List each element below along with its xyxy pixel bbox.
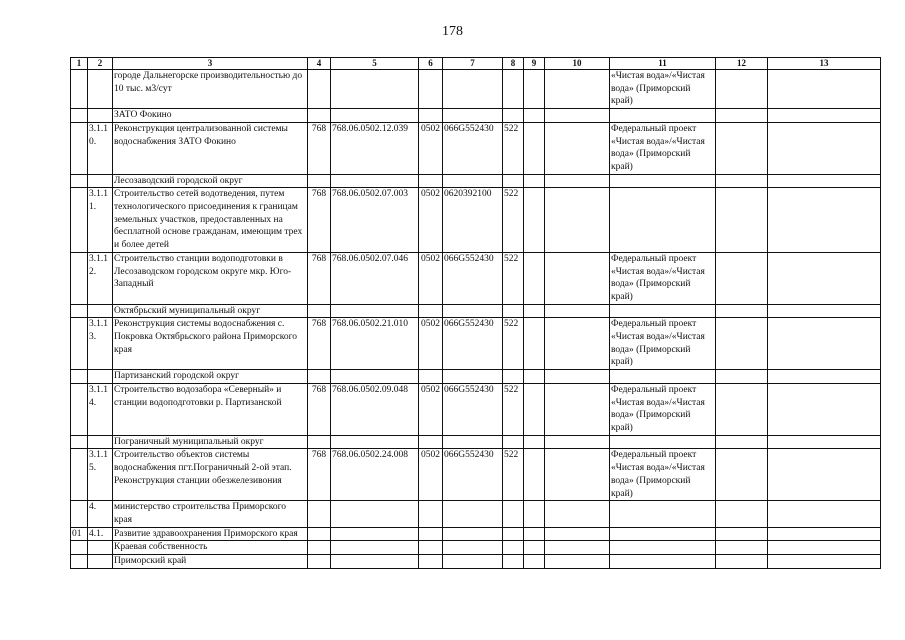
table-cell — [88, 70, 113, 109]
table-cell — [610, 109, 716, 123]
table-cell — [419, 70, 443, 109]
table-cell: Пограничный муниципальный округ — [113, 435, 308, 449]
table-cell — [524, 252, 545, 304]
table-cell: 768.06.0502.07.003 — [331, 188, 419, 253]
column-header: 10 — [545, 58, 610, 70]
table-cell: 768.06.0502.12.039 — [331, 122, 419, 174]
table-cell: ЗАТО Фокино — [113, 109, 308, 123]
section-row — [71, 304, 881, 318]
table-cell: 3.1.14. — [88, 383, 113, 435]
table-cell: 768 — [308, 318, 331, 370]
table-cell — [331, 304, 419, 318]
table-cell — [545, 304, 610, 318]
table-cell — [503, 70, 524, 109]
table-cell: Краевая собственность — [113, 541, 308, 555]
table-cell — [768, 109, 881, 123]
table-cell — [419, 435, 443, 449]
table-cell — [524, 188, 545, 253]
table-cell: Федеральный проект «Чистая вода»/«Чистая вода» (Приморский край) — [610, 449, 716, 501]
table-cell — [71, 541, 88, 555]
table-cell — [443, 370, 503, 384]
table-cell — [331, 555, 419, 569]
column-header: 6 — [419, 58, 443, 70]
table-cell — [88, 174, 113, 188]
table-cell — [308, 70, 331, 109]
table-cell — [308, 541, 331, 555]
table-cell — [503, 527, 524, 541]
table-cell: 522 — [503, 252, 524, 304]
table-cell — [545, 501, 610, 527]
table-cell — [331, 174, 419, 188]
table-cell — [443, 304, 503, 318]
table-cell — [503, 304, 524, 318]
table-cell — [71, 501, 88, 527]
table-cell — [331, 70, 419, 109]
table-cell: 522 — [503, 383, 524, 435]
table-cell — [768, 70, 881, 109]
table-cell: Строительство сетей водотведения, путем технологического присоединения к границам земельных участков, предоставленных на бесплатной основе гражданам, имеющим трех и более детей — [113, 188, 308, 253]
table-cell — [419, 304, 443, 318]
column-header: 2 — [88, 58, 113, 70]
table-cell: 066G552430 — [443, 383, 503, 435]
table-cell: 066G552430 — [443, 318, 503, 370]
table-cell — [524, 527, 545, 541]
column-header: 9 — [524, 58, 545, 70]
table-cell — [71, 122, 88, 174]
table-cell — [331, 541, 419, 555]
table-cell: 522 — [503, 188, 524, 253]
section-row — [71, 109, 881, 123]
table-cell — [610, 174, 716, 188]
table-cell — [443, 541, 503, 555]
table-cell — [419, 541, 443, 555]
header-row — [71, 58, 881, 70]
table-cell — [610, 541, 716, 555]
budget-table — [70, 57, 881, 569]
table-row — [71, 449, 881, 501]
table-cell: 522 — [503, 122, 524, 174]
table-cell — [545, 555, 610, 569]
column-header: 8 — [503, 58, 524, 70]
table-cell — [88, 109, 113, 123]
table-cell — [524, 318, 545, 370]
table-cell — [716, 304, 768, 318]
table-cell — [768, 449, 881, 501]
table-cell: Федеральный проект «Чистая вода»/«Чистая вода» (Приморский край) — [610, 318, 716, 370]
table-cell — [71, 304, 88, 318]
table-cell — [419, 109, 443, 123]
table-cell: Федеральный проект «Чистая вода»/«Чистая вода» (Приморский край) — [610, 122, 716, 174]
table-cell — [545, 318, 610, 370]
table-cell — [524, 555, 545, 569]
table-cell — [524, 304, 545, 318]
page-number: 178 — [442, 24, 463, 39]
table-cell: 0502 — [419, 318, 443, 370]
table-cell — [545, 188, 610, 253]
table-cell — [524, 109, 545, 123]
table-cell: 768.06.0502.24.008 — [331, 449, 419, 501]
table-cell: 066G552430 — [443, 122, 503, 174]
table-cell — [331, 109, 419, 123]
table-cell — [545, 252, 610, 304]
table-cell: 4.1. — [88, 527, 113, 541]
table-cell: 768 — [308, 252, 331, 304]
table-cell: Строительство станции водоподготовки в Лесозаводском городском округе мкр. Юго-Западный — [113, 252, 308, 304]
section-row — [71, 370, 881, 384]
table-cell — [503, 174, 524, 188]
table-cell — [716, 449, 768, 501]
table-cell: 768.06.0502.09.048 — [331, 383, 419, 435]
table-cell — [524, 449, 545, 501]
table-cell: Строительство водозабора «Северный» и станции водоподготовки р. Партизанской — [113, 383, 308, 435]
table-cell: Партизанский городской округ — [113, 370, 308, 384]
table-cell — [610, 555, 716, 569]
table-cell — [545, 383, 610, 435]
table-cell — [545, 370, 610, 384]
table-cell — [524, 435, 545, 449]
table-cell — [71, 174, 88, 188]
table-cell — [545, 449, 610, 501]
table-cell — [768, 252, 881, 304]
section-row — [71, 541, 881, 555]
table-cell — [716, 383, 768, 435]
table-cell — [716, 188, 768, 253]
table-cell — [768, 122, 881, 174]
table-cell — [716, 109, 768, 123]
table-cell: министерство строительства Приморского края — [113, 501, 308, 527]
table-cell: 768 — [308, 188, 331, 253]
table-cell: 768 — [308, 449, 331, 501]
table-cell — [443, 501, 503, 527]
table-cell — [716, 318, 768, 370]
table-body — [71, 70, 881, 569]
table-cell — [308, 501, 331, 527]
table-cell: 3.1.12. — [88, 252, 113, 304]
table-cell — [71, 188, 88, 253]
table-cell — [443, 555, 503, 569]
table-cell — [524, 541, 545, 555]
table-cell — [88, 541, 113, 555]
table-cell: Реконструкция централизованной системы водоснабжения ЗАТО Фокино — [113, 122, 308, 174]
table-cell — [88, 555, 113, 569]
table-cell — [716, 370, 768, 384]
table-cell: 768 — [308, 122, 331, 174]
table-cell — [308, 370, 331, 384]
table-cell: 3.1.10. — [88, 122, 113, 174]
table-cell — [768, 304, 881, 318]
table-cell — [419, 501, 443, 527]
table-cell — [768, 318, 881, 370]
table-cell — [331, 435, 419, 449]
table-cell — [545, 435, 610, 449]
column-header: 11 — [610, 58, 716, 70]
table-cell: «Чистая вода»/«Чистая вода» (Приморский край) — [610, 70, 716, 109]
table-cell — [545, 527, 610, 541]
table-cell — [610, 188, 716, 253]
table-cell — [419, 174, 443, 188]
table-cell — [71, 109, 88, 123]
section-row — [71, 174, 881, 188]
table-cell — [716, 70, 768, 109]
table-cell: 4. — [88, 501, 113, 527]
table-cell — [768, 174, 881, 188]
table-cell — [308, 174, 331, 188]
table-cell — [71, 252, 88, 304]
table-cell: Приморский край — [113, 555, 308, 569]
column-header: 7 — [443, 58, 503, 70]
table-cell — [716, 541, 768, 555]
column-header: 3 — [113, 58, 308, 70]
column-header: 12 — [716, 58, 768, 70]
table-cell — [503, 370, 524, 384]
table-cell — [524, 383, 545, 435]
table-cell — [71, 449, 88, 501]
table-cell — [71, 555, 88, 569]
table-cell — [88, 304, 113, 318]
table-cell — [610, 435, 716, 449]
table-cell: 0502 — [419, 188, 443, 253]
table-cell — [768, 527, 881, 541]
table-cell: Развитие здравоохранения Приморского края — [113, 527, 308, 541]
table-cell — [524, 370, 545, 384]
column-header: 13 — [768, 58, 881, 70]
table-cell — [610, 527, 716, 541]
table-cell — [610, 370, 716, 384]
table-cell — [716, 122, 768, 174]
table-cell — [524, 501, 545, 527]
table-row — [71, 501, 881, 527]
table-cell — [88, 435, 113, 449]
table-cell: 066G552430 — [443, 252, 503, 304]
table-cell — [71, 383, 88, 435]
table-row — [71, 188, 881, 253]
table-cell — [716, 435, 768, 449]
table-cell — [768, 501, 881, 527]
table-cell: городе Дальнегорске производительностью до 10 тыс. м3/сут — [113, 70, 308, 109]
table-cell — [331, 501, 419, 527]
table-cell — [71, 318, 88, 370]
table-row — [71, 122, 881, 174]
table-cell — [716, 555, 768, 569]
table-row — [71, 70, 881, 109]
table-cell — [331, 527, 419, 541]
table-cell — [443, 174, 503, 188]
table-cell — [716, 527, 768, 541]
table-cell — [308, 555, 331, 569]
table-cell — [716, 252, 768, 304]
table-cell — [443, 109, 503, 123]
table-cell — [545, 122, 610, 174]
table-cell — [443, 435, 503, 449]
table-cell — [768, 555, 881, 569]
table-cell — [503, 109, 524, 123]
section-row — [71, 555, 881, 569]
table-cell — [768, 541, 881, 555]
table-cell — [331, 370, 419, 384]
table-cell — [443, 527, 503, 541]
table-cell — [88, 370, 113, 384]
table-cell — [545, 541, 610, 555]
table-row — [71, 527, 881, 541]
table-cell: 768.06.0502.07.046 — [331, 252, 419, 304]
table-cell — [768, 188, 881, 253]
table-cell — [443, 70, 503, 109]
table-row — [71, 383, 881, 435]
table-cell: 768.06.0502.21.010 — [331, 318, 419, 370]
table-cell: Октябрьский муниципальный округ — [113, 304, 308, 318]
table-cell — [545, 109, 610, 123]
table-cell: 768 — [308, 383, 331, 435]
table-cell — [768, 383, 881, 435]
table-cell — [71, 435, 88, 449]
table-cell — [610, 304, 716, 318]
column-header: 5 — [331, 58, 419, 70]
table-cell: 0620392100 — [443, 188, 503, 253]
table-cell: 3.1.13. — [88, 318, 113, 370]
table-cell: Реконструкция системы водоснабжения с. Покровка Октябрьского района Приморского края — [113, 318, 308, 370]
table-cell — [503, 501, 524, 527]
table-cell — [419, 370, 443, 384]
table-cell — [503, 435, 524, 449]
table-cell — [768, 370, 881, 384]
table-cell — [545, 70, 610, 109]
table-cell — [716, 501, 768, 527]
table-cell — [716, 174, 768, 188]
table-cell — [503, 541, 524, 555]
table-row — [71, 252, 881, 304]
table-cell: 01 — [71, 527, 88, 541]
table-cell — [524, 70, 545, 109]
table-cell — [768, 435, 881, 449]
table-cell — [308, 304, 331, 318]
column-header: 1 — [71, 58, 88, 70]
table-row — [71, 318, 881, 370]
table-cell: 0502 — [419, 449, 443, 501]
table-cell: 0502 — [419, 383, 443, 435]
table-cell — [419, 555, 443, 569]
table-cell: Строительство объектов системы водоснабжения пгт.Пограничный 2-ой этап. Реконструкция станции обезжелезивония — [113, 449, 308, 501]
table-cell — [308, 109, 331, 123]
table-cell — [503, 555, 524, 569]
table-cell: 0502 — [419, 122, 443, 174]
section-row — [71, 435, 881, 449]
table-cell — [524, 174, 545, 188]
table-cell — [419, 527, 443, 541]
table-cell: Федеральный проект «Чистая вода»/«Чистая вода» (Приморский край) — [610, 383, 716, 435]
table-cell — [71, 70, 88, 109]
table-cell: 522 — [503, 449, 524, 501]
table-cell — [524, 122, 545, 174]
table-cell — [545, 174, 610, 188]
table-cell — [308, 527, 331, 541]
table-cell: 3.1.15. — [88, 449, 113, 501]
table-cell: 0502 — [419, 252, 443, 304]
table-cell: 066G552430 — [443, 449, 503, 501]
table-cell: 522 — [503, 318, 524, 370]
table-cell — [71, 370, 88, 384]
table-cell — [610, 501, 716, 527]
table-cell: Федеральный проект «Чистая вода»/«Чистая вода» (Приморский край) — [610, 252, 716, 304]
column-header: 4 — [308, 58, 331, 70]
table-cell: 3.1.11. — [88, 188, 113, 253]
table-cell — [308, 435, 331, 449]
table-cell: Лесозаводский городской округ — [113, 174, 308, 188]
